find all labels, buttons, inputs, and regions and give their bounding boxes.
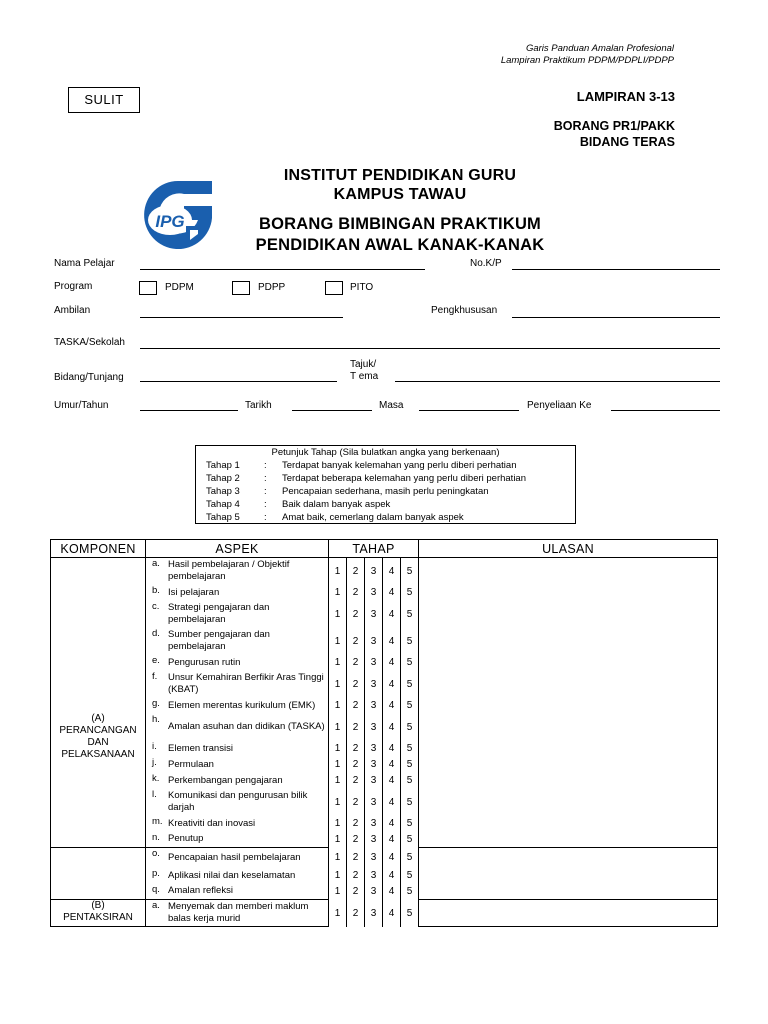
tahap-option-2[interactable]: 2 [347,558,365,585]
title-pendidikan: PENDIDIKAN AWAL KANAK-KANAK [255,236,545,254]
aspek-cell [146,884,329,900]
tahap-option-5[interactable]: 5 [401,558,419,585]
tahap-option-5[interactable]: 5 [401,671,419,698]
aspek-letter: k. [152,772,160,784]
tahap-option-5[interactable]: 5 [401,848,419,868]
label-pito: PITO [350,282,374,293]
tahap-option-2[interactable]: 2 [347,773,365,789]
tahap-option-1[interactable]: 1 [329,628,347,655]
field-pengkhususan[interactable] [512,317,720,318]
aspek-cell [146,832,329,848]
aspek-letter: m. [152,815,163,827]
tahap-option-2[interactable]: 2 [347,789,365,816]
tahap-option-5[interactable]: 5 [401,816,419,832]
tahap-option-3[interactable]: 3 [365,816,383,832]
label-masa: Masa [379,400,404,411]
aspek-cell [146,585,329,601]
tahap-option-2[interactable]: 2 [347,601,365,628]
komponen-cell [51,900,146,927]
komponen-cell [51,558,146,848]
tahap-option-3[interactable]: 3 [365,900,383,927]
aspek-letter: n. [152,831,160,843]
tahap-option-1[interactable]: 1 [329,671,347,698]
tahap-option-2[interactable]: 2 [347,628,365,655]
aspek-text: Isi pelajaran [168,586,220,598]
instructions-box: Petunjuk Tahap (Sila bulatkan angka yang berkenaan) Tahap 1 : Terdapat banyak kelemahan yang perlu diberi perhatian Tahap 2 : Terdapat beberapa kelemahan yang perlu diberi perhatian Tahap 3 : Pencapaian sederhana, masih perlu peningkatan Tahap 4 : Baik dalam banyak aspek Tahap 5 : Amat baik, cemerlang dalam banyak aspek [195,445,576,524]
tahap-option-3[interactable]: 3 [365,585,383,601]
title-institute: INSTITUT PENDIDIKAN GURU [283,167,517,184]
tahap-option-5[interactable]: 5 [401,900,419,927]
aspek-cell [146,789,329,816]
tahap-option-3[interactable]: 3 [365,601,383,628]
tahap-option-2[interactable]: 2 [347,884,365,900]
label-pdpp: PDPP [258,282,286,293]
tahap-option-4[interactable]: 4 [383,558,401,585]
label-tajuk: Tajuk/ [350,359,377,370]
aspek-text: Penutup [168,833,204,845]
tahap-option-2[interactable]: 2 [347,698,365,714]
aspek-text: Aplikasi nilai dan keselamatan [168,869,296,881]
label-nama-pelajar: Nama Pelajar [54,258,115,269]
komponen-label: DAN [87,737,109,748]
aspek-cell [146,655,329,671]
aspek-text: Menyemak dan memberi maklum balas kerja murid [168,901,309,924]
tahap-option-5[interactable]: 5 [401,773,419,789]
checkbox-pito[interactable] [325,281,343,295]
tahap-option-4[interactable]: 4 [383,773,401,789]
field-umur[interactable] [140,410,238,411]
ulasan-cell-a[interactable] [419,558,718,848]
aspek-letter: c. [152,600,160,612]
sulit-label: SULIT [68,87,140,113]
aspek-text: Amalan refleksi [168,885,233,897]
field-tajuk[interactable] [395,381,720,382]
borang-code: BORANG PR1/PAKK [553,119,675,133]
aspek-cell [146,757,329,773]
tahap-option-1[interactable]: 1 [329,698,347,714]
tahap-option-1[interactable]: 1 [329,757,347,773]
tahap-option-5[interactable]: 5 [401,741,419,757]
tahap-option-4[interactable]: 4 [383,671,401,698]
header-tahap: TAHAP [329,540,419,558]
tahap-option-4[interactable]: 4 [383,628,401,655]
label-nokp: No.K/P [470,258,502,269]
aspek-text: Amalan asuhan dan didikan (TASKA) [168,721,325,732]
label-taska: TASKA/Sekolah [54,337,125,348]
label-tema: T ema [350,371,379,382]
aspek-cell [146,714,329,741]
tahap-option-1[interactable]: 1 [329,789,347,816]
tahap-option-2[interactable]: 2 [347,848,365,868]
label-program: Program [54,281,93,292]
tahap-option-2[interactable]: 2 [347,900,365,927]
tahap-option-4[interactable]: 4 [383,789,401,816]
label-penyeliaan: Penyeliaan Ke [527,400,592,411]
aspek-cell [146,816,329,832]
tahap-option-1[interactable]: 1 [329,816,347,832]
aspek-text: Perkembangan pengajaran [168,774,283,786]
tahap-option-1[interactable]: 1 [329,900,347,927]
tahap-option-3[interactable]: 3 [365,773,383,789]
aspek-letter: p. [152,867,160,879]
checkbox-pdpp[interactable] [232,281,250,295]
tahap-option-3[interactable]: 3 [365,789,383,816]
tahap-option-5[interactable]: 5 [401,789,419,816]
tahap-option-1[interactable]: 1 [329,655,347,671]
aspek-letter: l. [152,788,157,800]
aspek-letter: e. [152,654,160,666]
aspek-cell [146,698,329,714]
komponen-label: PERANCANGAN [59,725,137,736]
aspek-cell [146,900,329,927]
tahap-option-1[interactable]: 1 [329,585,347,601]
field-penyeliaan[interactable] [611,410,720,411]
tahap-option-3[interactable]: 3 [365,714,383,741]
aspek-letter: g. [152,697,160,709]
aspek-text: Kreativiti dan inovasi [168,817,256,829]
tahap-option-4[interactable]: 4 [383,741,401,757]
tahap-option-5[interactable]: 5 [401,868,419,884]
tahap-option-2[interactable]: 2 [347,757,365,773]
aspek-letter: f. [152,670,158,682]
tahap-option-5[interactable]: 5 [401,714,419,741]
tahap-option-2[interactable]: 2 [347,868,365,884]
field-tarikh[interactable] [292,410,372,411]
bidang-teras: BIDANG TERAS [579,135,675,149]
komponen-label: (A) [91,713,105,724]
table-row [51,558,718,585]
tahap-option-3[interactable]: 3 [365,628,383,655]
tahap-option-3[interactable]: 3 [365,558,383,585]
label-pengkhususan: Pengkhususan [431,305,498,316]
tahap-option-5[interactable]: 5 [401,757,419,773]
aspek-letter: j. [152,756,157,768]
tahap-option-4[interactable]: 4 [383,832,401,848]
aspek-text: Strategi pengajaran dan pembelajaran [168,602,270,625]
tahap-option-4[interactable]: 4 [383,884,401,900]
tahap-option-4[interactable]: 4 [383,698,401,714]
komponen-cell-empty [51,848,146,900]
header-ulasan: ULASAN [419,540,718,558]
aspek-text: Permulaan [168,758,214,770]
tahap-option-1[interactable]: 1 [329,848,347,868]
tahap-option-4[interactable]: 4 [383,714,401,741]
ulasan-cell-b[interactable] [419,900,718,927]
field-masa[interactable] [419,410,519,411]
tahap-option-5[interactable]: 5 [401,601,419,628]
tahap-option-2[interactable]: 2 [347,714,365,741]
tahap-option-2[interactable]: 2 [347,585,365,601]
tahap-option-3[interactable]: 3 [365,741,383,757]
aspek-letter: d. [152,627,160,639]
tahap-option-3[interactable]: 3 [365,848,383,868]
komponen-label: PENTAKSIRAN [63,912,133,923]
aspek-cell [146,558,329,585]
aspek-text: Pengurusan rutin [168,656,241,668]
aspek-cell [146,671,329,698]
tahap-option-1[interactable]: 1 [329,868,347,884]
field-nama-pelajar[interactable] [140,269,425,270]
aspek-letter: a. [152,900,160,911]
tahap-option-1[interactable]: 1 [329,601,347,628]
tahap-option-1[interactable]: 1 [329,714,347,741]
svg-text:IPG: IPG [155,212,185,231]
aspek-letter: h. [152,713,160,725]
tahap-option-1[interactable]: 1 [329,832,347,848]
checkbox-pdpm[interactable] [139,281,157,295]
aspek-letter: b. [152,584,160,596]
field-taska[interactable] [140,348,720,349]
header-aspek: ASPEK [146,540,329,558]
title-borang: BORANG BIMBINGAN PRAKTIKUM [258,215,542,233]
aspek-letter: q. [152,883,160,895]
ulasan-cell-a2[interactable] [419,848,718,900]
page-bottom-blank [0,933,768,1024]
tahap-option-3[interactable]: 3 [365,671,383,698]
tahap-option-5[interactable]: 5 [401,585,419,601]
tahap-option-4[interactable]: 4 [383,757,401,773]
tahap-option-4[interactable]: 4 [383,816,401,832]
aspek-cell [146,848,329,868]
assessment-table [50,539,718,927]
komponen-label: (B) [91,900,105,911]
tahap-option-3[interactable]: 3 [365,655,383,671]
aspek-letter: i. [152,740,157,752]
tahap-option-1[interactable]: 1 [329,741,347,757]
label-tarikh: Tarikh [245,400,272,411]
lampiran-label: LAMPIRAN 3-13 [576,89,675,104]
tahap-option-1[interactable]: 1 [329,884,347,900]
tahap-option-2[interactable]: 2 [347,671,365,698]
field-bidang[interactable] [140,381,337,382]
tahap-option-2[interactable]: 2 [347,832,365,848]
field-nokp[interactable] [512,269,720,270]
aspek-letter: o. [152,848,160,859]
aspek-text: Komunikasi dan pengurusan bilik darjah [168,790,308,813]
tahap-option-3[interactable]: 3 [365,698,383,714]
field-ambilan[interactable] [140,317,343,318]
tahap-option-3[interactable]: 3 [365,832,383,848]
aspek-text: Hasil pembelajaran / Objektif pembelajaran [168,559,290,583]
aspek-text: Unsur Kemahiran Berfikir Aras Tinggi (KBAT) [168,672,324,695]
tahap-option-5[interactable]: 5 [401,655,419,671]
table-row [51,900,718,927]
tahap-option-4[interactable]: 4 [383,585,401,601]
aspek-text: Elemen merentas kurikulum (EMK) [168,699,316,711]
instructions-title: Petunjuk Tahap (Sila bulatkan angka yang berkenaan) [271,447,500,458]
komponen-label: PELAKSANAAN [61,749,135,760]
table-header-row [51,540,718,558]
label-pdpm: PDPM [165,282,194,293]
tahap-option-2[interactable]: 2 [347,816,365,832]
aspek-text: Elemen transisi [168,742,233,754]
label-ambilan: Ambilan [54,305,91,316]
tahap-option-2[interactable]: 2 [347,655,365,671]
tahap-option-4[interactable]: 4 [383,848,401,868]
title-campus: KAMPUS TAWAU [333,186,467,203]
header-note-1: Garis Panduan Amalan Profesional [525,43,674,54]
tahap-option-5[interactable]: 5 [401,884,419,900]
header-komponen: KOMPONEN [51,540,146,558]
tahap-option-1[interactable]: 1 [329,558,347,585]
tahap-option-4[interactable]: 4 [383,601,401,628]
aspek-cell [146,741,329,757]
tahap-option-5[interactable]: 5 [401,698,419,714]
tahap-option-2[interactable]: 2 [347,741,365,757]
aspek-cell [146,628,329,655]
tahap-option-4[interactable]: 4 [383,655,401,671]
aspek-text: Pencapaian hasil pembelajaran [168,851,301,863]
aspek-text: Sumber pengajaran dan pembelajaran [168,629,270,652]
tahap-option-5[interactable]: 5 [401,628,419,655]
header-note-2: Lampiran Praktikum PDPM/PDPLI/PDPP [500,55,674,66]
tahap-option-3[interactable]: 3 [365,868,383,884]
aspek-cell [146,868,329,884]
label-bidang: Bidang/Tunjang [54,372,124,383]
tahap-option-3[interactable]: 3 [365,757,383,773]
tahap-option-4[interactable]: 4 [383,868,401,884]
tahap-option-4[interactable]: 4 [383,900,401,927]
label-umur: Umur/Tahun [54,400,109,411]
aspek-cell [146,601,329,628]
aspek-letter: a. [152,558,160,569]
tahap-option-5[interactable]: 5 [401,832,419,848]
tahap-option-3[interactable]: 3 [365,884,383,900]
aspek-cell [146,773,329,789]
table-row [51,848,718,868]
tahap-option-1[interactable]: 1 [329,773,347,789]
